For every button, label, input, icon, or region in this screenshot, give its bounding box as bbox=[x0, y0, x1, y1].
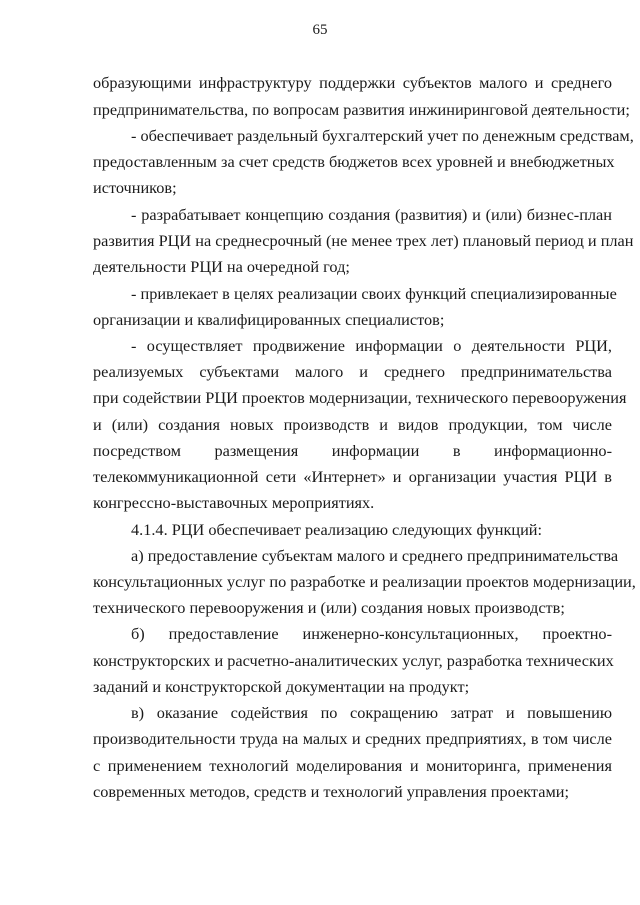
text-line: - осуществляет продвижение информации о деятельности РЦИ, bbox=[131, 336, 612, 355]
text-line: источников; bbox=[93, 178, 177, 197]
text-line: заданий и конструкторской документации на продукт; bbox=[93, 677, 470, 696]
text-line: деятельности РЦИ на очередной год; bbox=[93, 257, 350, 276]
page-number: 65 bbox=[312, 22, 328, 38]
text-line: а) предоставление субъектам малого и среднего предпринимательства bbox=[131, 546, 619, 565]
text-line: консультационных услуг по разработке и реализации проектов модернизации, bbox=[93, 572, 636, 591]
text-line: реализуемых субъектами малого и среднего предпринимательства bbox=[93, 362, 612, 381]
text-line: в) оказание содействия по сокращению затрат и повышению bbox=[131, 703, 612, 722]
text-line: конгрессно-выставочных мероприятиях. bbox=[93, 493, 375, 512]
text-line: современных методов, средств и технологий управления проектами; bbox=[93, 782, 569, 801]
text-line: - разрабатывает концепцию создания (развития) и (или) бизнес-план bbox=[131, 205, 612, 224]
text-line: технического перевооружения и (или) создания новых производств; bbox=[93, 598, 565, 617]
text-line: предпринимательства, по вопросам развития инжиниринговой деятельности; bbox=[93, 100, 630, 119]
text-line: организации и квалифицированных специалистов; bbox=[93, 310, 445, 329]
text-line: посредством размещения информации в информационно- bbox=[93, 441, 612, 460]
text-line: образующими инфраструктуру поддержки субъектов малого и среднего bbox=[93, 73, 612, 92]
text-line: - привлекает в целях реализации своих функций специализированные bbox=[131, 284, 617, 303]
text-line: телекоммуникационной сети «Интернет» и организации участия РЦИ в bbox=[93, 467, 612, 486]
text-line: 4.1.4. РЦИ обеспечивает реализацию следующих функций: bbox=[131, 520, 543, 539]
text-line: - обеспечивает раздельный бухгалтерский учет по денежным средствам, bbox=[131, 126, 634, 145]
text-line: развития РЦИ на среднесрочный (не менее трех лет) плановый период и план bbox=[93, 231, 634, 250]
text-line: при содействии РЦИ проектов модернизации, технического перевооружения bbox=[93, 388, 627, 407]
text-line: б) предоставление инженерно-консультационных, проектно- bbox=[131, 624, 612, 643]
text-line: с применением технологий моделирования и мониторинга, применения bbox=[93, 756, 612, 775]
text-line: производительности труда на малых и средних предприятиях, в том числе bbox=[93, 729, 612, 748]
text-line: предоставленным за счет средств бюджетов всех уровней и внебюджетных bbox=[93, 152, 615, 171]
text-line: и (или) создания новых производств и видов продукции, том числе bbox=[93, 415, 612, 434]
text-line: конструкторских и расчетно-аналитических услуг, разработка технических bbox=[93, 651, 614, 670]
